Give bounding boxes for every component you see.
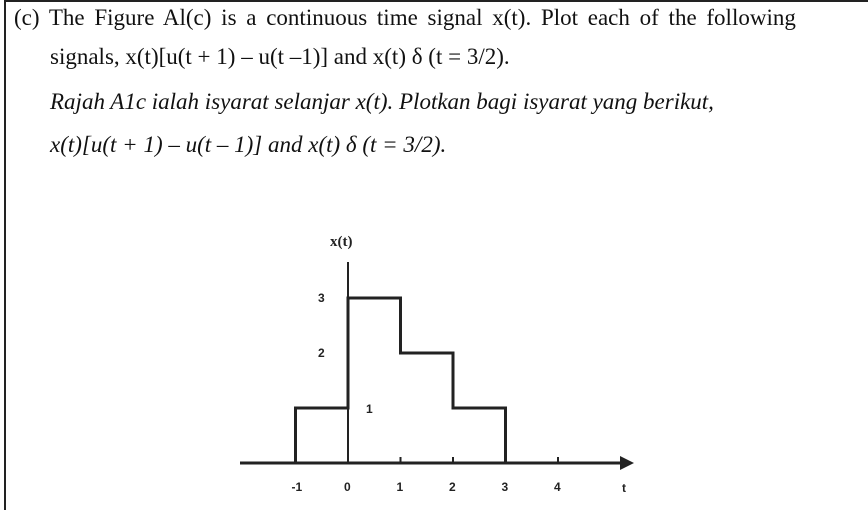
- x-tick-label-1: 1: [396, 480, 404, 494]
- question-line-malay-1: Rajah A1c ialah isyarat selanjar x(t). Plotkan bagi isyarat yang berikut,: [50, 89, 714, 114]
- x-tick-label--1: -1: [291, 480, 303, 494]
- t-axis-arrow: [620, 456, 634, 470]
- y-tick-label-2: 2: [318, 346, 325, 360]
- x-tick-label-4: 4: [554, 480, 561, 494]
- x-tick-labels: [292, 480, 562, 494]
- question-line-malay-2: x(t)[u(t + 1) – u(t – 1)] and x(t) δ (t = 3/2).: [50, 132, 447, 157]
- signal-line: [296, 298, 506, 463]
- y-tick-label-1: 1: [366, 402, 373, 416]
- x-tick-label-2: 2: [449, 480, 456, 494]
- signal-waveform: [296, 298, 506, 463]
- x-tick-label-0: 0: [344, 480, 351, 494]
- question-line-english-2: signals, x(t)[u(t + 1) – u(t –1)] and x(t) δ (t = 3/2).: [50, 44, 510, 69]
- question-line-english-1: (c) The Figure Al(c) is a continuous time signal x(t). Plot each of the following: [14, 5, 796, 30]
- x-axis-label: t: [622, 481, 626, 495]
- y-tick-label-3: 3: [318, 291, 325, 305]
- x-tick-label-3: 3: [501, 480, 509, 494]
- y-axis-label: x(t): [330, 234, 353, 250]
